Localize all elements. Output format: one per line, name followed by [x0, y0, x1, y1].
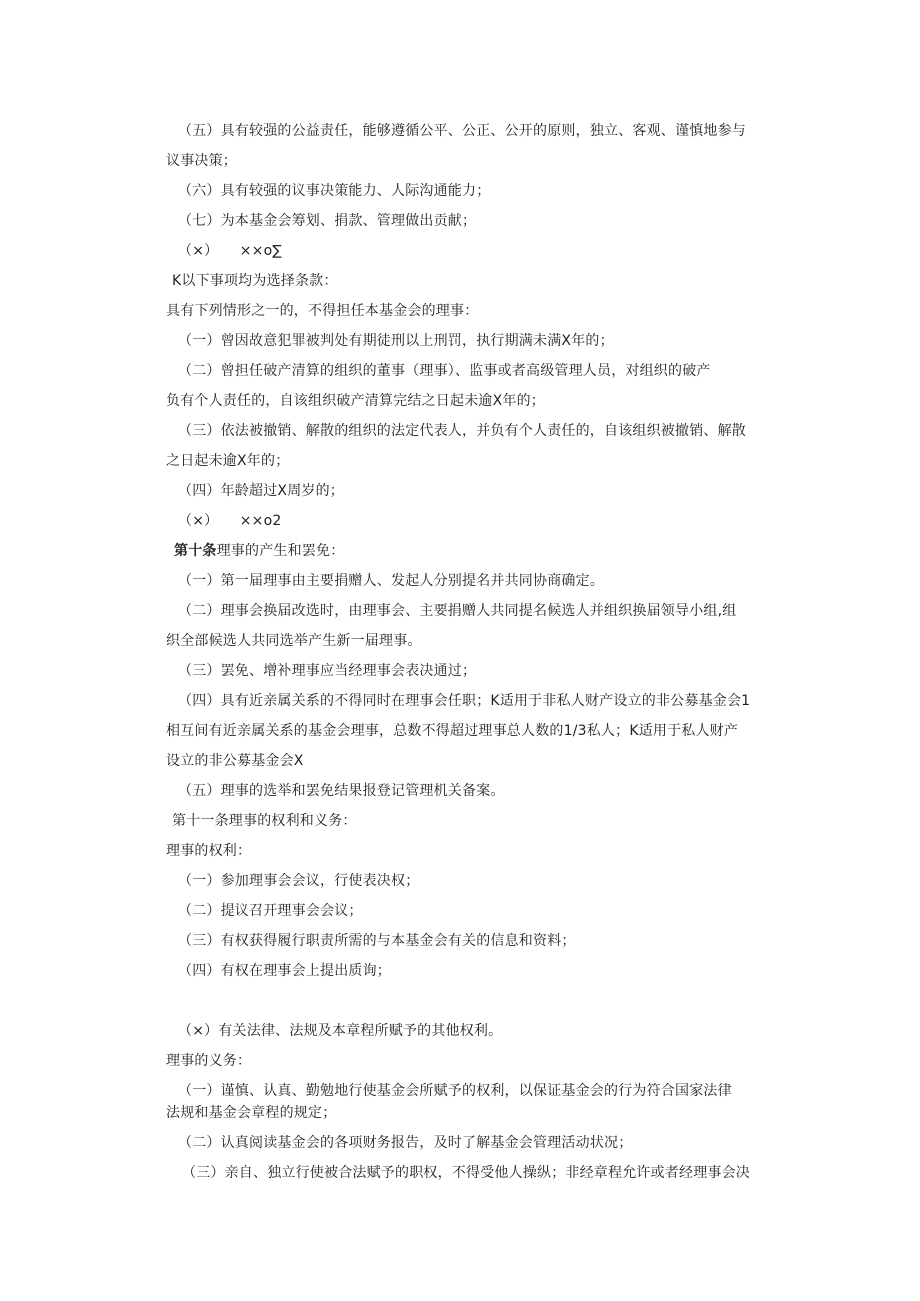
paragraph-line: 具有下列情形之一的，不得担任本基金会的理事：	[166, 303, 479, 319]
paragraph-line: （五）具有较强的公益责任，能够遵循公平、公正、公开的原则，独立、客观、谨慎地参与	[178, 123, 746, 139]
paragraph-line: （×）有关法律、法规及本章程所赋予的其他权利。	[178, 1023, 503, 1039]
paragraph-line: （一）参加理事会会议，行使表决权；	[178, 873, 420, 889]
paragraph-line: 织全部候选人共同选举产生新一届理事。	[166, 633, 422, 649]
paragraph-line: （三）亲自、独立行使被合法赋予的职权，不得受他人操纵；非经章程允许或者经理事会决	[182, 1165, 750, 1181]
paragraph-line: 第十一条理事的权利和义务：	[172, 813, 357, 829]
paragraph-line: （六）具有较强的议事决策能力、人际沟通能力；	[178, 183, 491, 199]
paragraph-line: （二）曾担任破产清算的组织的董事（理事）、监事或者高级管理人员，对组织的破产	[178, 363, 711, 379]
paragraph-line: （四）年龄超过X周岁的；	[178, 483, 344, 499]
paragraph-line: （一）谨慎、认真、勤勉地行使基金会所赋予的权利，以保证基金会的行为符合国家法律	[178, 1083, 732, 1099]
article-number: 第十条	[174, 543, 217, 559]
paragraph-line: 负有个人责任的，自该组织破产清算完结之日起未逾X年的；	[166, 393, 545, 409]
paragraph-line: （七）为本基金会筹划、捐款、管理做出贡献；	[178, 213, 477, 229]
paragraph-line: （四）具有近亲属关系的不得同时在理事会任职；K适用于非私人财产设立的非公募基金会1	[178, 693, 751, 709]
paragraph-line: （三）依法被撤销、解散的组织的法定代表人，并负有个人责任的，自该组织被撤销、解散	[178, 423, 746, 439]
paragraph-line: （三）有权获得履行职责所需的与本基金会有关的信息和资料；	[178, 933, 576, 949]
paragraph-line: 议事决策；	[166, 153, 237, 169]
paragraph-line: （三）罢免、增补理事应当经理事会表决通过；	[178, 663, 477, 679]
paragraph-line: （五）理事的选举和罢免结果报登记管理机关备案。	[178, 783, 505, 799]
paragraph-line: （二）认真阅读基金会的各项财务报告，及时了解基金会管理活动状况；	[178, 1135, 633, 1151]
article-heading-line	[174, 541, 344, 561]
paragraph-line: （四）有权在理事会上提出质询；	[178, 963, 391, 979]
paragraph-line: （×） ××o∑	[178, 243, 282, 259]
paragraph-line: （二）提议召开理事会会议；	[178, 903, 363, 919]
paragraph-line: 之日起未逾X年的；	[166, 453, 290, 469]
paragraph-line: （一）曾因故意犯罪被判处有期徒刑以上刑罚，执行期满未满X年的；	[178, 333, 614, 349]
paragraph-line: K以下事项均为选择条款：	[172, 273, 338, 289]
paragraph-line: 设立的非公募基金会X	[166, 753, 304, 769]
paragraph-line: 法规和基金会章程的规定；	[166, 1105, 337, 1121]
paragraph-line: （二）理事会换届改选时，由理事会、主要捐赠人共同提名候选人并组织换届领导小组,组	[178, 603, 737, 619]
paragraph-line: 理事的权利：	[166, 843, 252, 859]
paragraph-line: 理事的义务：	[166, 1053, 252, 1069]
article-title: 理事的产生和罢免：	[216, 543, 345, 559]
paragraph-line: （×） ××o2	[178, 513, 282, 529]
paragraph-line: 相互间有近亲属关系的基金会理事，总数不得超过理事总人数的1/3私人；K适用于私人财产	[166, 723, 739, 739]
paragraph-line: （一）第一届理事由主要捐赠人、发起人分别提名并共同协商确定。	[178, 573, 604, 589]
